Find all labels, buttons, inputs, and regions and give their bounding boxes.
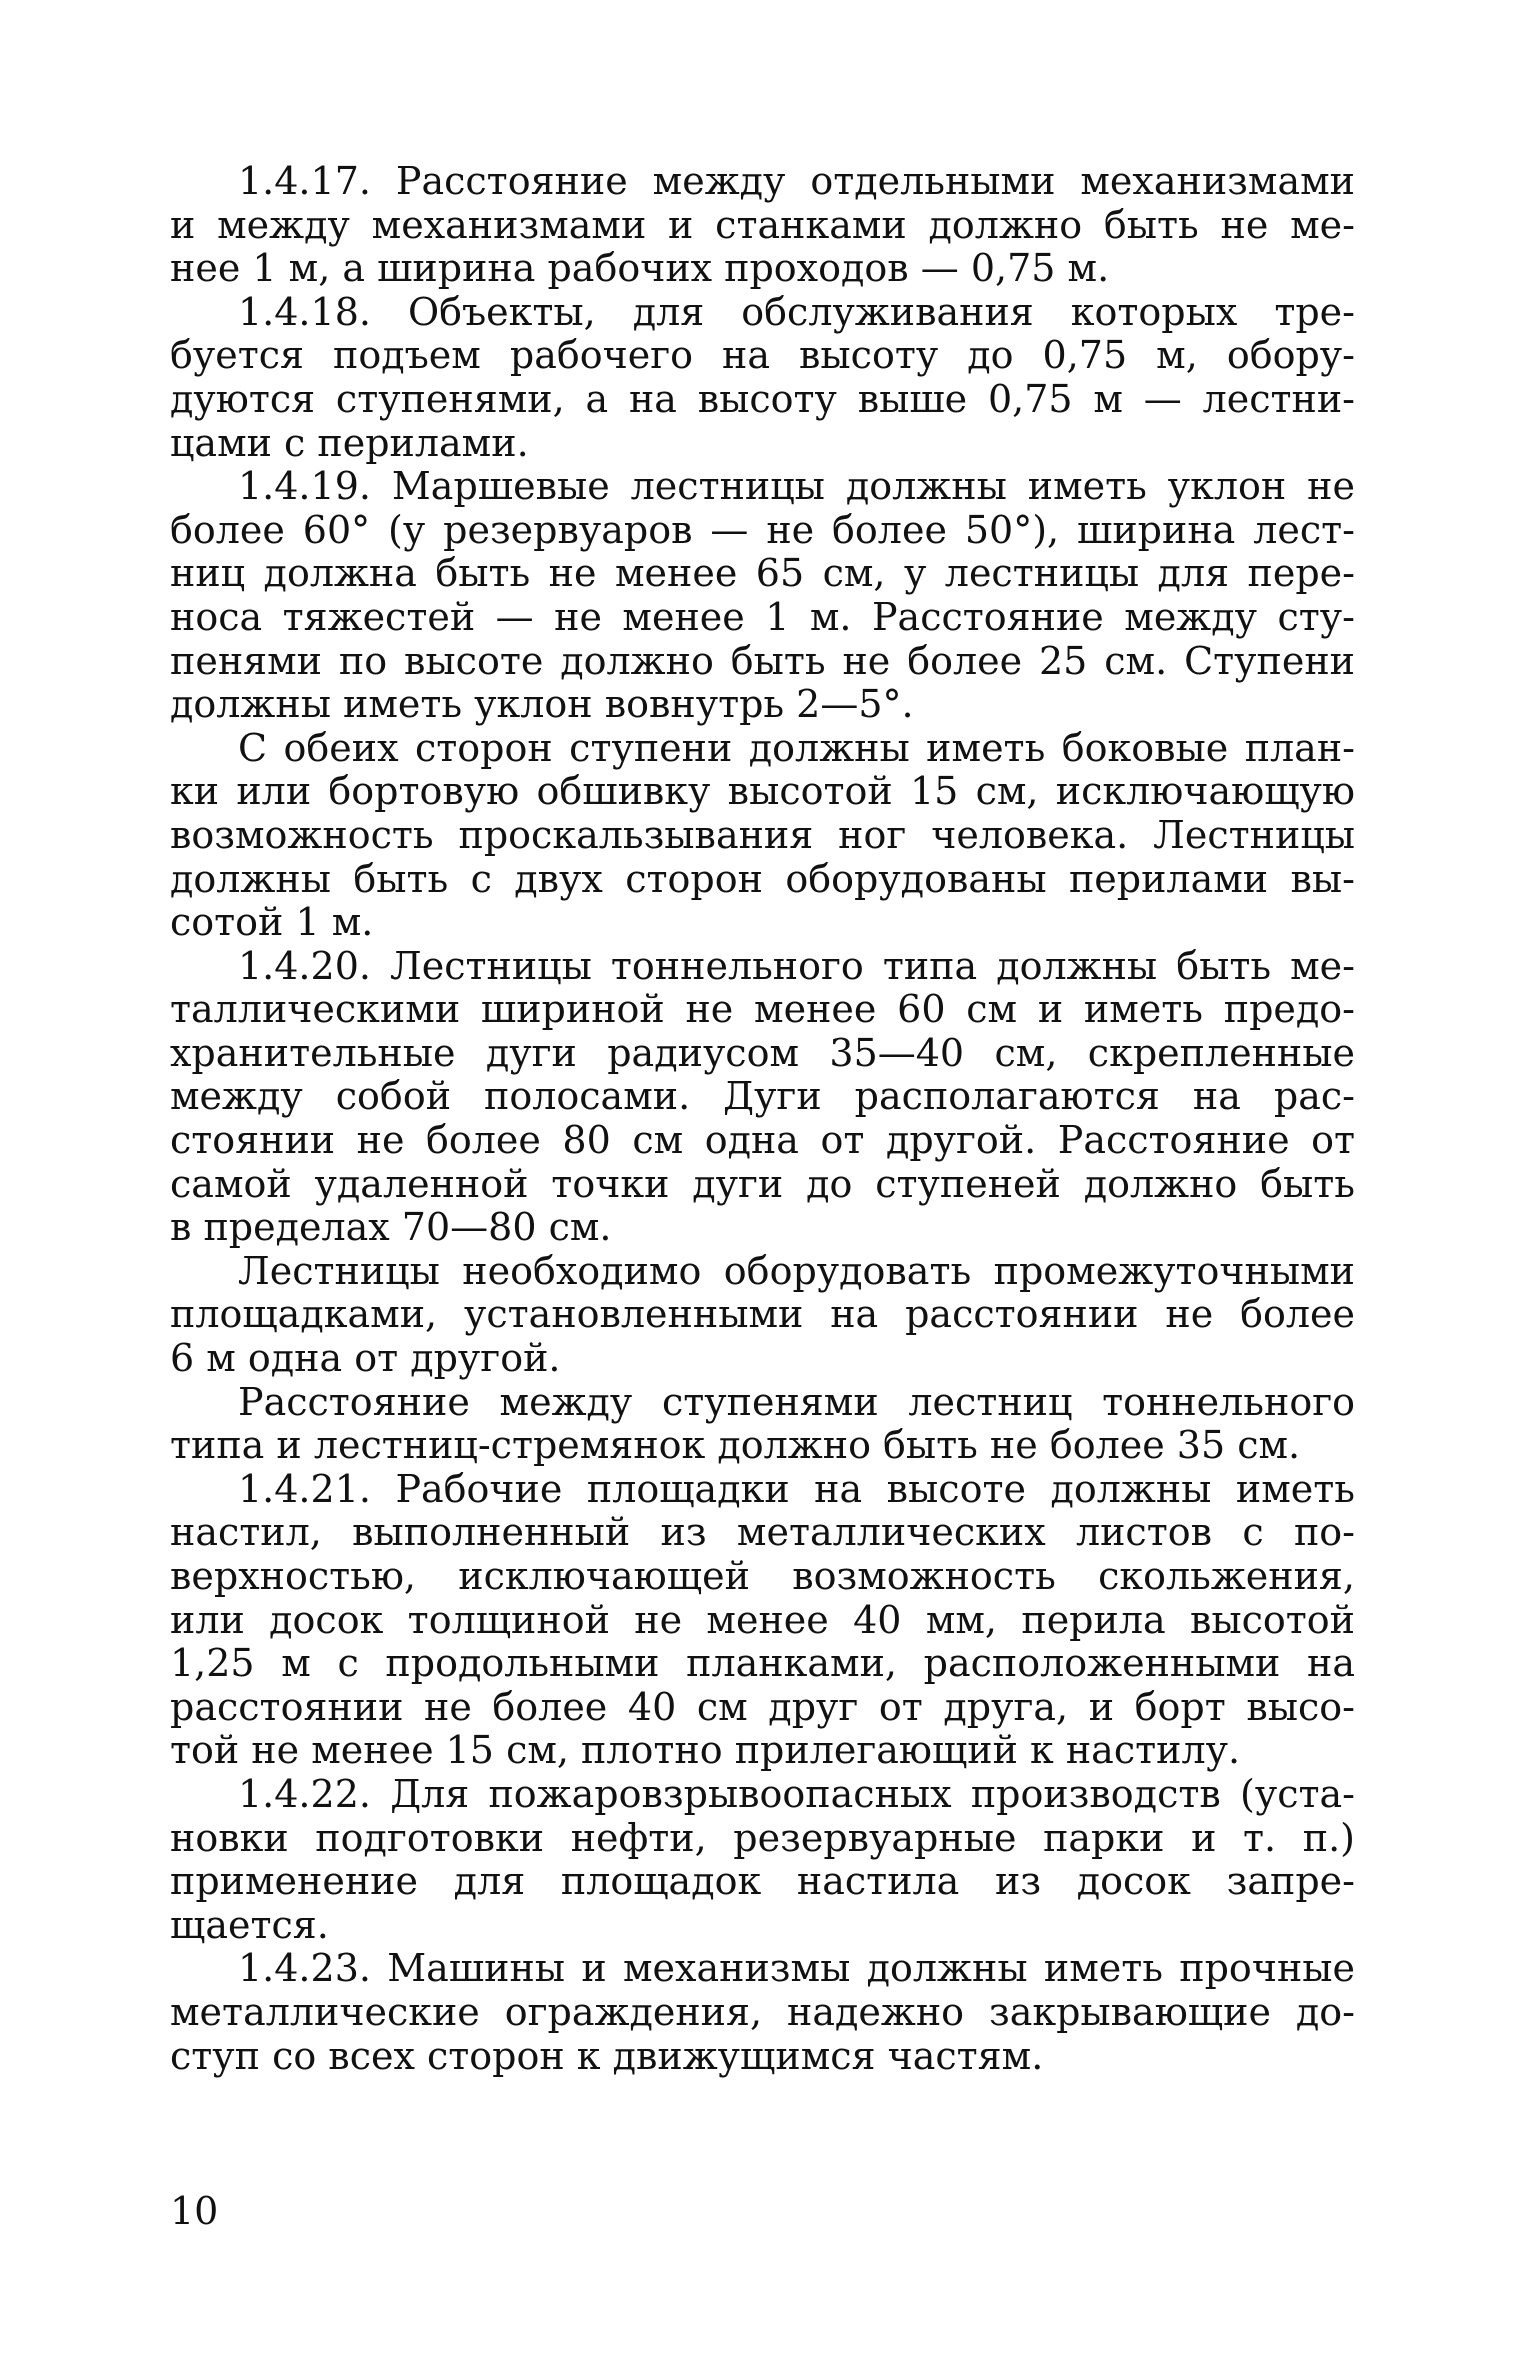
text-line: сотой 1 м. — [170, 900, 374, 945]
text-line: той не менее 15 см, плотно прилегающий к настилу. — [170, 1728, 1241, 1773]
paragraph — [170, 1381, 1355, 1468]
text-line: площадками, установленными на расстоянии не более — [170, 1292, 1355, 1337]
text-line: 1.4.17. Расстояние между отдельными механизмами — [238, 159, 1355, 203]
text-line: 1.4.20. Лестницы тоннельного типа должны быть ме- — [238, 943, 1355, 988]
text-line: 1.4.23. Машины и механизмы должны иметь прочные — [238, 1946, 1355, 1991]
text-line: должны быть с двух сторон оборудованы перилами вы- — [170, 856, 1355, 901]
text-line: 1,25 м с продольными планками, расположенными на — [170, 1641, 1355, 1686]
paragraph — [170, 727, 1355, 945]
text-line: ки или бортовую обшивку высотой 15 см, исключающую — [170, 769, 1355, 814]
text-line: верхностью, исключающей возможность скольжения, — [170, 1554, 1355, 1598]
text-line: буется подъем рабочего на высоту до 0,75 м, обору- — [170, 333, 1355, 378]
text-line: 1.4.19. Маршевые лестницы должны иметь уклон не — [238, 464, 1355, 509]
paragraph — [170, 1773, 1355, 1947]
text-line: таллическими шириной не менее 60 см и иметь предо- — [170, 987, 1355, 1032]
text-line: нее 1 м, а ширина рабочих проходов — 0,75 м. — [170, 246, 1110, 291]
text-line: между собой полосами. Дуги располагаются на рас- — [170, 1074, 1355, 1119]
paragraph — [170, 1947, 1355, 2078]
text-line: и между механизмами и станками должно быть не ме- — [170, 202, 1355, 247]
text-line: 1.4.21. Рабочие площадки на высоте должны иметь — [238, 1466, 1355, 1511]
paragraph — [170, 160, 1355, 291]
text-line: С обеих сторон ступени должны иметь боковые план- — [238, 725, 1355, 770]
text-line: ниц должна быть не менее 65 см, у лестницы для пере- — [170, 551, 1355, 596]
text-line: расстоянии не более 40 см друг от друга, и борт высо- — [170, 1684, 1355, 1729]
document-body — [170, 160, 1355, 2078]
text-line: настил, выполненный из металлических листов с по- — [170, 1510, 1355, 1555]
text-line: новки подготовки нефти, резервуарные парки и т. п.) — [170, 1815, 1355, 1860]
text-line: носа тяжестей — не менее 1 м. Расстояние между сту- — [170, 594, 1355, 639]
text-line: Расстояние между ступенями лестниц тоннельного — [238, 1379, 1355, 1424]
text-line: применение для площадок настила из досок запре- — [170, 1859, 1355, 1904]
text-line: Лестницы необходимо оборудовать промежуточными — [238, 1248, 1355, 1293]
paragraph — [170, 291, 1355, 465]
text-line: хранительные дуги радиусом 35—40 см, скрепленные — [170, 1030, 1355, 1075]
text-line: или досок толщиной не менее 40 мм, перила высотой — [170, 1597, 1355, 1642]
text-line: самой удаленной точки дуги до ступеней должно быть — [170, 1161, 1355, 1206]
text-line: 1.4.22. Для пожаровзрывоопасных производств (уста- — [238, 1771, 1355, 1816]
text-line: ступ со всех сторон к движущимся частям. — [170, 2033, 1044, 2078]
text-line: возможность проскальзывания ног человека. Лестницы — [170, 812, 1355, 857]
document-page — [170, 160, 1355, 2310]
text-line: 6 м одна от другой. — [170, 1336, 561, 1381]
text-line: должны иметь уклон вовнутрь 2—5°. — [170, 682, 914, 727]
paragraph — [170, 1250, 1355, 1381]
text-line: металлические ограждения, надежно закрывающие до- — [170, 1989, 1355, 2034]
page-number: 10 — [170, 2189, 219, 2233]
text-line: цами с перилами. — [170, 420, 529, 465]
text-line: стоянии не более 80 см одна от другой. Расстояние от — [170, 1118, 1355, 1163]
paragraph — [170, 465, 1355, 727]
text-line: щается. — [170, 1902, 329, 1947]
text-line: пенями по высоте должно быть не более 25 см. Ступени — [170, 638, 1355, 683]
paragraph — [170, 945, 1355, 1250]
text-line: дуются ступенями, а на высоту выше 0,75 м — лестни- — [170, 376, 1355, 421]
text-line: более 60° (у резервуаров — не более 50°), ширина лест- — [170, 507, 1355, 552]
paragraph — [170, 1468, 1355, 1773]
text-line: типа и лестниц-стремянок должно быть не более 35 см. — [170, 1423, 1301, 1468]
text-line: 1.4.18. Объекты, для обслуживания которых тре- — [238, 289, 1355, 334]
text-line: в пределах 70—80 см. — [170, 1205, 612, 1250]
